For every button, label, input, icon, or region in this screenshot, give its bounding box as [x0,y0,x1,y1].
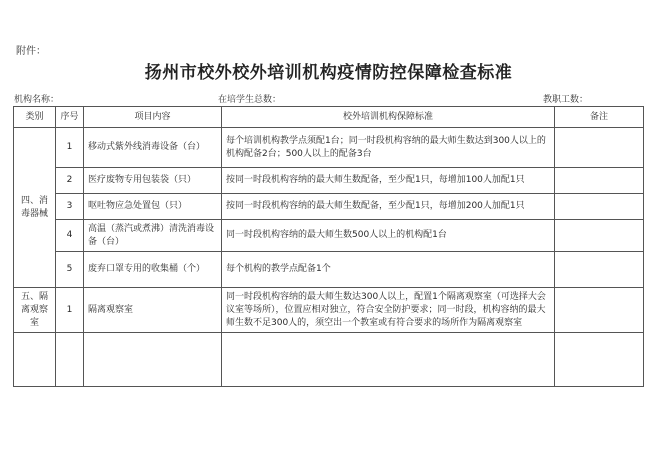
remark-cell [555,288,644,333]
header-remark: 备注 [555,107,644,128]
category-cell: 五、隔离观察室 [14,288,56,333]
empty-cell [14,333,56,387]
header-standard: 校外培训机构保障标准 [222,107,555,128]
remark-cell [555,220,644,252]
item-cell: 隔离观察室 [84,288,222,333]
attachment-label: 附件： [16,46,46,57]
standard-cell: 同一时段机构容纳的最大师生数500人以上的机构配1台 [222,220,555,252]
item-cell: 医疗废物专用包装袋（只） [84,168,222,194]
table-empty-row [14,333,644,387]
staff-count-label: 教职工数： [543,95,589,105]
number-cell: 5 [56,252,84,288]
remark-cell [555,194,644,220]
remark-cell [555,128,644,168]
student-count-label: 在培学生总数： [218,95,282,105]
number-cell: 3 [56,194,84,220]
empty-cell [56,333,84,387]
standard-cell: 按同一时段机构容纳的最大师生数配备，至少配1只，每增加200人加配1只 [222,194,555,220]
item-cell: 废弃口罩专用的收集桶（个） [84,252,222,288]
document-title: 扬州市校外校外培训机构疫情防控保障检查标准 [144,63,513,83]
item-cell: 移动式紫外线消毒设备（台） [84,128,222,168]
table-row [14,288,644,333]
number-cell: 4 [56,220,84,252]
inspection-standards-table [13,106,644,387]
empty-cell [84,333,222,387]
item-cell: 呕吐物应急处置包（只） [84,194,222,220]
number-cell: 1 [56,128,84,168]
header-category: 类别 [14,107,56,128]
number-cell: 1 [56,288,84,333]
standard-cell: 每个机构的教学点配备1个 [222,252,555,288]
table-row [14,168,644,194]
empty-cell [222,333,555,387]
org-name-label: 机构名称： [14,95,60,105]
remark-cell [555,252,644,288]
table-header-row [14,107,644,128]
remark-cell [555,168,644,194]
standard-cell: 按同一时段机构容纳的最大师生数配备，至少配1只，每增加100人加配1只 [222,168,555,194]
item-cell: 高温（蒸汽或煮沸）清洗消毒设备（台） [84,220,222,252]
category-cell: 四、消毒器械 [14,128,56,288]
standard-cell: 同一时段机构容纳的最大师生数达300人以上，配置1个隔离观察室（可选择大会议室等场所），位置应相对独立，符合安全防护要求；同一时段，机构容纳的最大师生数不足300人的，须空出一个教室或有符合要求的场所作为隔离观察室 [222,288,555,333]
number-cell: 2 [56,168,84,194]
table-row [14,220,644,252]
table-row [14,252,644,288]
table-row [14,194,644,220]
empty-cell [555,333,644,387]
header-item: 项目内容 [84,107,222,128]
header-number: 序号 [56,107,84,128]
standard-cell: 每个培训机构教学点须配1台；同一时段机构容纳的最大师生数达到300人以上的机构配备2台；500人以上的配备3台 [222,128,555,168]
table-row [14,128,644,168]
